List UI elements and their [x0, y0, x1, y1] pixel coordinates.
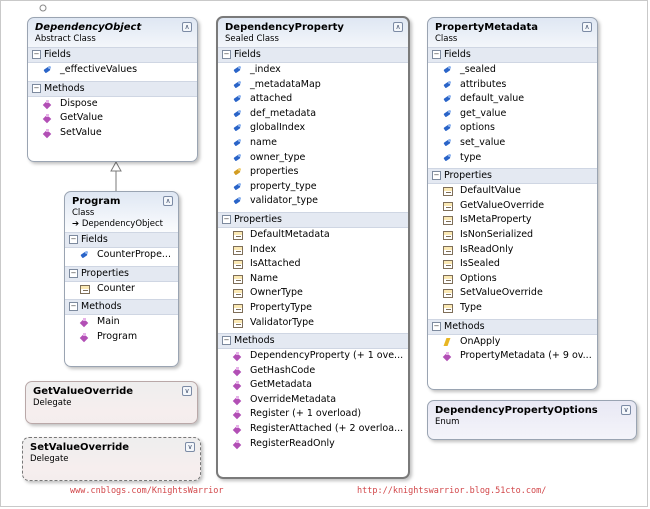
properties-section-header[interactable]: − Properties: [428, 168, 597, 184]
class-kind: Class: [72, 208, 95, 218]
field-icon: [233, 197, 243, 206]
field-item: set_value: [428, 136, 597, 151]
property-item: IsReadOnly: [428, 243, 597, 258]
fields-section-header[interactable]: − Fields: [28, 47, 197, 63]
field-icon: [233, 81, 243, 90]
field-icon: [43, 66, 53, 75]
property-icon: [233, 275, 243, 284]
field-icon: [233, 183, 243, 192]
field-item: properties: [218, 165, 408, 180]
collapse-icon[interactable]: ∧: [182, 22, 192, 32]
method-icon: [233, 440, 243, 449]
class-dependency-property[interactable]: [216, 16, 410, 479]
fields-section-header[interactable]: − Fields: [65, 232, 178, 248]
field-icon: [443, 124, 453, 133]
field-icon: [443, 81, 453, 90]
enum-dependency-property-options[interactable]: [427, 400, 637, 440]
fields-section-header[interactable]: − Fields: [428, 47, 597, 63]
field-item: attributes: [428, 78, 597, 93]
property-item: DefaultValue: [428, 184, 597, 199]
property-icon: [443, 304, 453, 313]
delegate-title: SetValueOverride: [30, 442, 130, 453]
enum-title: DependencyPropertyOptions: [435, 405, 598, 416]
collapse-icon[interactable]: ∧: [393, 22, 403, 32]
minus-icon[interactable]: −: [223, 50, 230, 58]
class-program[interactable]: [64, 191, 179, 367]
minus-icon[interactable]: −: [433, 171, 440, 180]
methods-section-header[interactable]: − Methods: [65, 299, 178, 315]
property-item: Index: [218, 243, 408, 258]
class-kind: Sealed Class: [225, 34, 279, 44]
field-item: def_metadata: [218, 107, 408, 122]
property-icon: [233, 260, 243, 269]
property-icon: [233, 304, 243, 313]
method-item: OnApply: [428, 335, 597, 350]
class-title: DependencyObject: [35, 22, 142, 33]
methods-section-header[interactable]: − Methods: [28, 81, 197, 97]
method-icon: [43, 114, 53, 123]
minus-icon[interactable]: −: [433, 321, 440, 330]
minus-icon[interactable]: −: [33, 50, 40, 58]
property-icon: [443, 246, 453, 255]
class-title: PropertyMetadata: [435, 22, 538, 33]
base-class: ➔ DependencyObject: [72, 219, 164, 229]
inheritance-arrowhead: [111, 162, 121, 171]
field-item: _index: [218, 63, 408, 78]
class-kind: Abstract Class: [35, 34, 96, 44]
property-item: IsMetaProperty: [428, 213, 597, 228]
collapse-icon[interactable]: ∧: [582, 22, 592, 32]
field-item: CounterPrope...: [65, 248, 178, 263]
delegate-kind: Delegate: [30, 454, 69, 464]
delegate-set-value-override[interactable]: [22, 437, 201, 481]
method-icon: [443, 352, 453, 361]
field-item: type: [428, 151, 597, 166]
method-item: RegisterAttached (+ 2 overloa...: [218, 422, 408, 437]
method-item: Main: [65, 315, 178, 330]
property-icon: [443, 260, 453, 269]
field-icon: [233, 124, 243, 133]
property-icon: [233, 319, 243, 328]
method-item: GetHashCode: [218, 364, 408, 379]
method-item: GetMetadata: [218, 378, 408, 393]
property-icon: [443, 275, 453, 284]
property-item: IsAttached: [218, 257, 408, 272]
field-item: _sealed: [428, 63, 597, 78]
field-icon: [443, 154, 453, 163]
method-item: RegisterReadOnly: [218, 437, 408, 452]
property-item: PropertyType: [218, 301, 408, 316]
expand-icon[interactable]: ∨: [621, 405, 631, 415]
delegate-get-value-override[interactable]: [25, 381, 198, 424]
field-icon: [443, 66, 453, 75]
watermark-right: http://knightswarrior.blog.51cto.com/: [357, 486, 547, 496]
field-icon: [443, 95, 453, 104]
method-item: SetValue: [28, 126, 197, 141]
method-icon: [43, 100, 53, 109]
minus-icon[interactable]: −: [33, 83, 40, 92]
methods-section-header[interactable]: − Methods: [428, 319, 597, 335]
property-icon: [443, 289, 453, 298]
field-item: globalIndex: [218, 121, 408, 136]
methods-section-header[interactable]: − Methods: [218, 333, 408, 349]
property-item: DefaultMetadata: [218, 228, 408, 243]
protected-field-icon: [233, 168, 243, 177]
minus-icon[interactable]: −: [223, 336, 230, 345]
method-icon: [233, 425, 243, 434]
method-icon: [233, 367, 243, 376]
field-icon: [233, 66, 243, 75]
method-item: DependencyProperty (+ 1 ove...: [218, 349, 408, 364]
watermark-left: www.cnblogs.com/KnightsWarrior: [70, 486, 224, 496]
minus-icon[interactable]: −: [223, 214, 230, 223]
minus-icon[interactable]: −: [433, 50, 440, 58]
property-item: SetValueOverride: [428, 286, 597, 301]
field-item: property_type: [218, 180, 408, 195]
field-item: name: [218, 136, 408, 151]
property-item: OwnerType: [218, 286, 408, 301]
class-kind: Class: [435, 34, 458, 44]
delegate-title: GetValueOverride: [33, 386, 134, 397]
field-icon: [233, 95, 243, 104]
property-icon: [443, 231, 453, 240]
property-icon: [80, 285, 90, 294]
expand-icon[interactable]: ∨: [185, 442, 195, 452]
event-method-icon: [443, 338, 453, 347]
property-item: IsNonSerialized: [428, 228, 597, 243]
method-item: Dispose: [28, 97, 197, 112]
property-item: Options: [428, 272, 597, 287]
property-item: Counter: [65, 282, 178, 297]
method-item: Program: [65, 330, 178, 345]
property-icon: [233, 231, 243, 240]
class-dependency-object[interactable]: [27, 17, 198, 162]
field-item: owner_type: [218, 151, 408, 166]
minus-icon[interactable]: −: [70, 235, 77, 243]
method-icon: [233, 396, 243, 405]
field-icon: [443, 110, 453, 119]
method-icon: [233, 381, 243, 390]
method-item: GetValue: [28, 111, 197, 126]
field-item: _effectiveValues: [28, 63, 197, 78]
properties-section-header[interactable]: − Properties: [218, 212, 408, 228]
property-icon: [233, 289, 243, 298]
field-item: get_value: [428, 107, 597, 122]
property-item: GetValueOverride: [428, 199, 597, 214]
field-icon: [233, 110, 243, 119]
field-icon: [233, 154, 243, 163]
method-item: OverrideMetadata: [218, 393, 408, 408]
method-icon: [80, 333, 90, 342]
delegate-kind: Delegate: [33, 398, 72, 408]
minus-icon[interactable]: −: [70, 302, 77, 311]
property-item: Type: [428, 301, 597, 316]
method-icon: [233, 352, 243, 361]
field-icon: [80, 251, 90, 260]
field-item: attached: [218, 92, 408, 107]
field-item: options: [428, 121, 597, 136]
property-item: ValidatorType: [218, 316, 408, 331]
properties-section-header[interactable]: − Properties: [65, 266, 178, 282]
field-item: default_value: [428, 92, 597, 107]
property-icon: [233, 246, 243, 255]
field-icon: [233, 139, 243, 148]
method-item: PropertyMetadata (+ 9 ov...: [428, 349, 597, 364]
method-item: Register (+ 1 overload): [218, 407, 408, 422]
property-item: IsSealed: [428, 257, 597, 272]
method-icon: [80, 318, 90, 327]
expand-icon[interactable]: ∨: [182, 386, 192, 396]
property-item: Name: [218, 272, 408, 287]
property-icon: [443, 187, 453, 196]
property-icon: [443, 202, 453, 211]
property-icon: [443, 216, 453, 225]
field-item: _metadataMap: [218, 78, 408, 93]
collapse-icon[interactable]: ∧: [163, 196, 173, 206]
minus-icon[interactable]: −: [70, 268, 77, 277]
fields-section-header[interactable]: − Fields: [218, 47, 408, 63]
method-icon: [233, 410, 243, 419]
class-property-metadata[interactable]: [427, 17, 598, 390]
field-item: validator_type: [218, 194, 408, 209]
class-title: Program: [72, 196, 121, 207]
field-icon: [443, 139, 453, 148]
class-title: DependencyProperty: [225, 22, 344, 33]
selection-handle: [40, 5, 46, 11]
enum-kind: Enum: [435, 417, 460, 427]
method-icon: [43, 129, 53, 138]
